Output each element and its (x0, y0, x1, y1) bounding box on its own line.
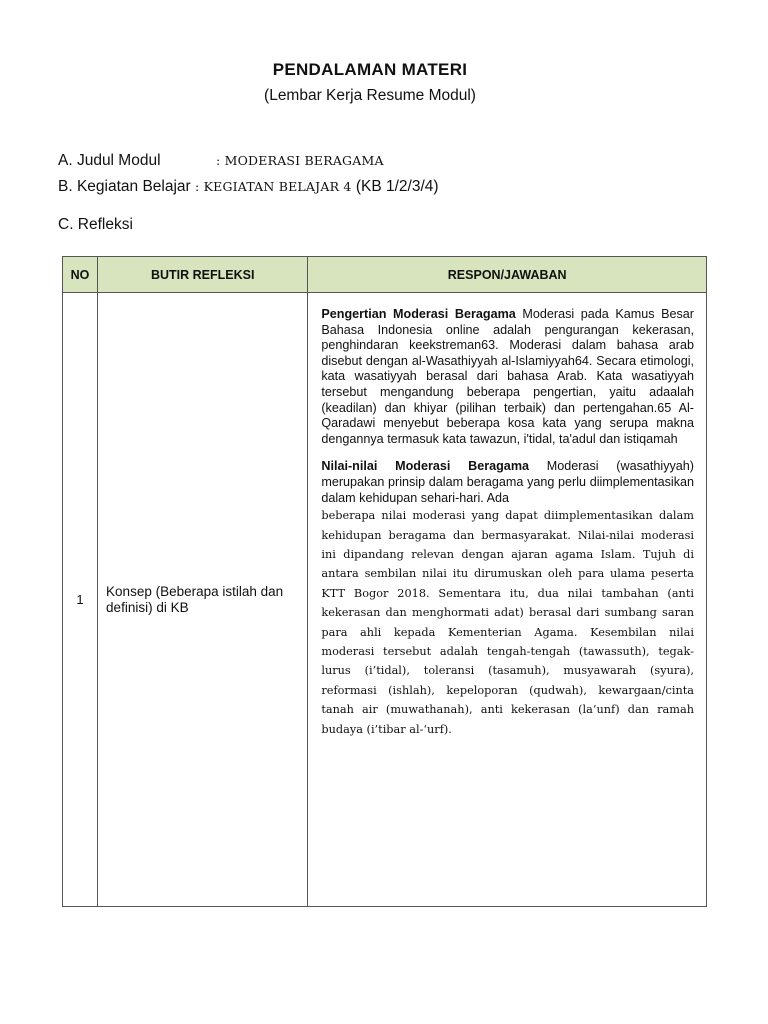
header-respon-jawaban: RESPON/JAWABAN (308, 257, 707, 293)
kegiatan-belajar-row (58, 178, 439, 196)
refleksi-heading: C. Refleksi (58, 216, 133, 233)
paragraph-text: Moderasi pada Kamus Besar Bahasa Indonesia online adalah pengurangan kekerasan, penghindaran keekstreman63. Moderasi dalam bahasa arab disebut dengan al-Wasathiyyah al-Islamiyyah64. Secara etimologi, kata wasatiyyah berasal dari bahasa Arab. Kata wasatiyyah tersebut mengandung beberapa pengertian, yaitu adaalah (keadilan) dan khiyar (pilihan terbaik) dan pertengahan.65 Al-Qaradawi menyebut beberapa kosa kata yang serupa makna dengannya termasuk kata tawazun, i'tidal, ta'adul dan istiqamah (321, 307, 695, 446)
paragraph-heading: Nilai-nilai Moderasi Beragama (321, 459, 530, 474)
row-number: 1 (63, 293, 98, 907)
table-row (63, 293, 707, 907)
respon-cell (308, 293, 707, 907)
paragraph-heading: Pengertian Moderasi Beragama (321, 307, 516, 321)
judul-modul-label: A. Judul Modul (58, 152, 161, 169)
butir-refleksi-cell: Konsep (Beberapa istilah dan definisi) di KB (98, 293, 308, 907)
header-no: NO (63, 257, 98, 293)
response-paragraph-1 (321, 307, 694, 447)
header-butir-refleksi: BUTIR REFLEKSI (98, 257, 308, 293)
judul-modul-row (58, 152, 384, 170)
response-paragraph-3: beberapa nilai moderasi yang dapat diimplementasikan dalam kehidupan beragama dan bermasyarakat. Nilai-nilai moderasi ini dipandang relevan dengan ajaran agama Islam. Tujuh di antara sembilan nilai itu dirumuskan oleh para ulama peserta KTT Bogor 2018. Sementara itu, dua nilai tambahan (anti kekerasan dan menghormati adat) berasal dari sumbang saran para ahli kepada Kementerian Agama. Kesembilan nilai moderasi tersebut adalah tengah-tengah (tawassuth), tegak-lurus (i’tidal), toleransi (tasamuh), musyawarah (syura), reformasi (ishlah), kepeloporan (qudwah), kewargaan/cinta tanah air (muwathanah), anti kekerasan (la’unf) dan ramah budaya (i’tibar al-‘urf). (321, 509, 694, 736)
refleksi-table (62, 256, 707, 907)
kegiatan-belajar-value: : KEGIATAN BELAJAR 4 (195, 179, 352, 194)
page-title: PENDALAMAN MATERI (272, 60, 468, 79)
judul-modul-value: : MODERASI BERAGAMA (216, 153, 384, 168)
page-subtitle: (Lembar Kerja Resume Modul) (264, 87, 476, 104)
kegiatan-belajar-label: B. Kegiatan Belajar (58, 178, 191, 195)
kegiatan-belajar-kb: (KB 1/2/3/4) (351, 178, 439, 195)
paragraph-text: Moderasi (wasathiyyah) merupakan prinsip dalam beragama yang perlu diimplementasikan dalam kehidupan sehari-hari. Ada (321, 459, 694, 505)
table-header-row (63, 257, 707, 293)
response-paragraph-2 (321, 459, 694, 506)
